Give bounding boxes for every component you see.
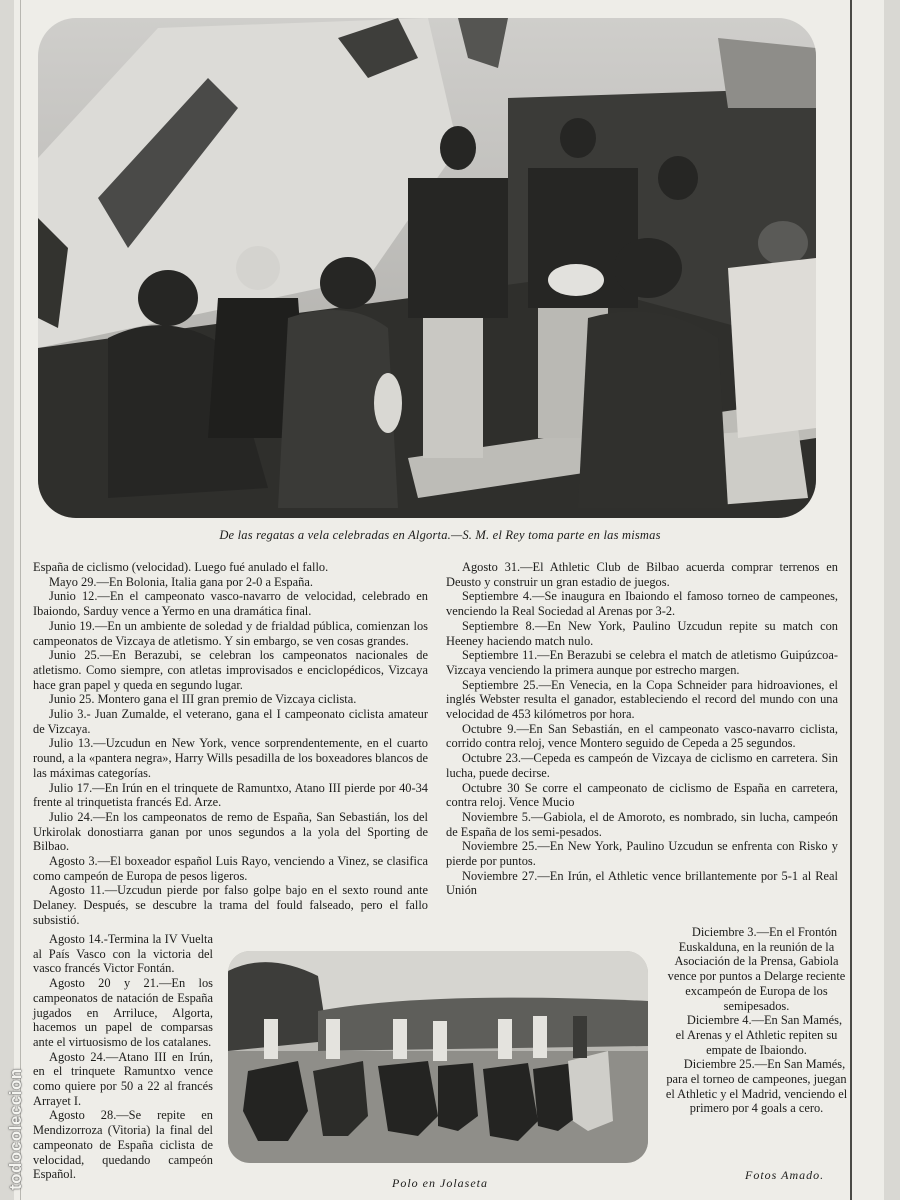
chronicle-entry: Agosto 14.-Termina la IV Vuelta al País Vasco con la victoria del vasco francés Victor Fontán.	[33, 932, 213, 976]
chronicle-entry: Julio 13.—Uzcudun en New York, vence sorprendentemente, en el cuarto round, a la «pantera negra», Harry Wills pesadilla de los boxeadores blancos de las máximas categorías.	[33, 736, 428, 780]
chronicle-entry: Septiembre 25.—En Venecia, en la Copa Schneider para hidroaviones, el inglés Webster resulta el ganador, estableciendo el record del mundo con una velocidad de 453 kilómetros por hora.	[446, 677, 838, 722]
chronicle-entry: Junio 25. Montero gana el III gran premio de Vizcaya ciclista.	[49, 692, 357, 707]
chronicle-entry: Junio 25.—En Berazubi, se celebran los campeonatos nacionales de atletismo. Como siempre, con atletas improvisados e enciclopédicos, Vizcaya hace gran papel y queda en segundo lugar.	[33, 648, 428, 692]
right-narrow-text-column	[665, 925, 848, 1116]
chronicle-entry: Septiembre 11.—En Berazubi se celebra el match de atletismo Guipúzcoa-Vizcaya venciendo la primera aunque por estrecho margen.	[446, 648, 838, 677]
chronicle-entry: Agosto 24.—Atano III en Irún, en el trinquete Ramuntxo vence como quiere por 50 a 22 al francés Arrayet I.	[33, 1049, 213, 1108]
photo-credit: Fotos Amado.	[745, 1168, 825, 1182]
polo-photo	[228, 951, 648, 1163]
chronicle-entry: Agosto 11.—Uzcudun pierde por falso golpe bajo en el sexto round ante Delaney. Después, se descubre la trama del fould falseado, pero el fallo subsistió.	[33, 883, 428, 927]
chronicle-entry: España de ciclismo (velocidad). Luego fué anulado el fallo.	[33, 560, 329, 574]
chronicle-entry: Junio 12.—En el campeonato vasco-navarro de velocidad, celebrado en Ibaiondo, Sarduy vence a Yermo en una dramática final.	[33, 589, 428, 619]
chronicle-entry: Diciembre 4.—En San Mamés, el Arenas y el Athletic repiten su empate de Ibaiondo.	[675, 1013, 843, 1057]
left-narrow-text-column	[33, 932, 213, 1182]
chronicle-entry: Octubre 23.—Cepeda es campeón de Vizcaya de ciclismo en carretera. Sin lucha, puede decirse.	[446, 751, 838, 780]
chronicle-entry: Diciembre 25.—En San Mamés, para el torneo de campeones, juegan el Athletic y el Madrid, venciendo el primero por 4 goals a cero.	[665, 1057, 848, 1116]
chronicle-entry: Noviembre 25.—En New York, Paulino Uzcudun se enfrenta con Risko y pierde por puntos.	[446, 839, 838, 869]
chronicle-entry: Agosto 28.—Se repite en Mendizorroza (Vitoria) la final del campeonato de España ciclista de velocidad, quedando campeón Español.	[33, 1108, 213, 1182]
left-text-column	[33, 560, 428, 928]
chronicle-entry: Julio 17.—En Irún en el trinquete de Ramuntxo, Atano III pierde por 40-34 frente al trinquetista francés Ed. Arze.	[33, 780, 428, 810]
regatta-photo	[38, 18, 816, 518]
polo-photo-caption: Polo en Jolaseta	[392, 1176, 488, 1190]
chronicle-entry: Julio 24.—En los campeonatos de remo de España, San Sebastián, los del Urkirolak donostiarra ganan por unos segundos a la yola del Sporting de Bilbao.	[33, 809, 428, 854]
chronicle-entry: Agosto 3.—El boxeador español Luis Rayo, venciendo a Vinez, se clasifica como campeón de Europa de pesos ligeros.	[33, 854, 428, 883]
column-border-rule	[850, 0, 852, 1200]
watermark: todocoleccion	[6, 1068, 25, 1190]
chronicle-entry: Julio 3.- Juan Zumalde, el veterano, gana el I campeonato ciclista amateur de Vizcaya.	[33, 707, 428, 736]
chronicle-entry: Agosto 31.—El Athletic Club de Bilbao acuerda comprar terrenos en Deusto y construir un gran estadio de juegos.	[446, 560, 838, 589]
right-text-column	[446, 560, 838, 898]
chronicle-entry: Septiembre 4.—Se inaugura en Ibaiondo el famoso torneo de campeones, venciendo la Real Sociedad al Arenas por 3-2.	[446, 589, 838, 619]
chronicle-entry: Junio 19.—En un ambiente de soledad y de frialdad pública, comienzan los campeonatos de Vizcaya de atletismo. Y sin embargo, se ven cosas grandes.	[33, 618, 428, 648]
chronicle-entry: Noviembre 27.—En Irún, el Athletic vence brillantemente por 5-1 al Real Unión	[446, 868, 838, 898]
chronicle-entry: Octubre 9.—En San Sebastián, en el campeonato vasco-navarro ciclista, corrido contra reloj, vence Montero seguido de Cepeda a 25 segundos.	[446, 721, 838, 751]
chronicle-entry: Octubre 30 Se corre el campeonato de ciclismo de España en carretera, contra reloj. Vence Mucio	[446, 780, 838, 810]
top-photo-caption: De las regatas a vela celebradas en Algorta.—S. M. el Rey toma parte en las mismas	[219, 528, 661, 542]
chronicle-entry: Septiembre 8.—En New York, Paulino Uzcudun repite su match con Heeney haciendo match nulo.	[446, 618, 838, 648]
chronicle-entry: Diciembre 3.—En el Frontón Euskalduna, en la reunión de la Asociación de la Prensa, Gabiola vence por puntos a Delarge reciente excampeón de Europa de los semipesados.	[667, 925, 846, 1013]
chronicle-entry: Mayo 29.—En Bolonia, Italia gana por 2-0 a España.	[49, 574, 313, 589]
chronicle-entry: Noviembre 5.—Gabiola, el de Amoroto, es nombrado, sin lucha, campeón de España de los semi-pesados.	[446, 809, 838, 839]
chronicle-entry: Agosto 20 y 21.—En los campeonatos de natación de España jugados en Arriluce, Algorta, hacemos un papel de comparsas ante el virtuosismo de los catalanes.	[33, 976, 213, 1049]
